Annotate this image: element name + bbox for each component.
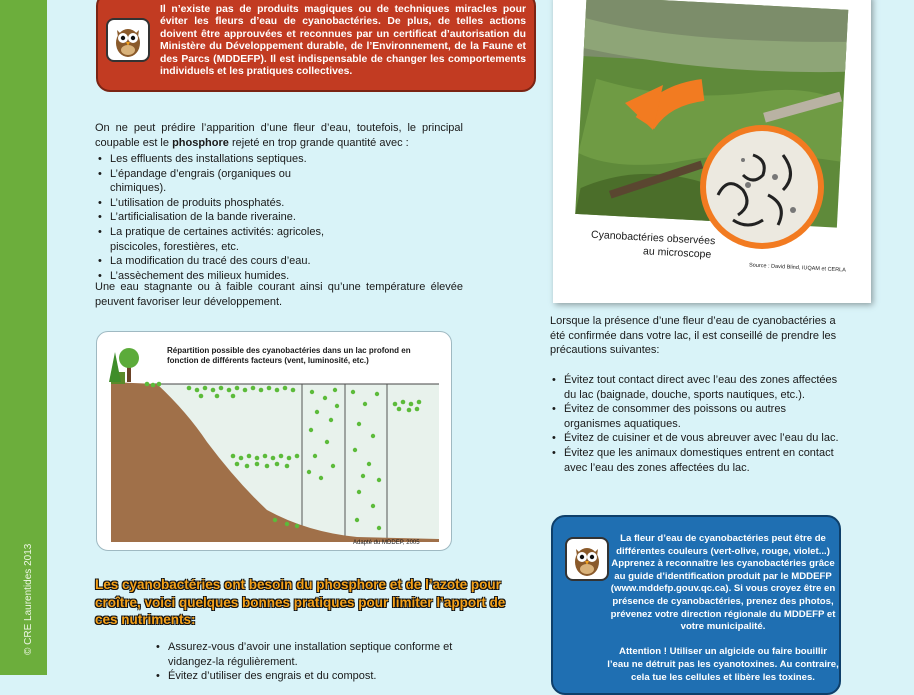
nutrients-heading: Les cyanobactéries ont besoin du phosphore et de l’azote pour croître, voici quelques bonnes pratiques pour limiter l’apport de ces nutriments: xyxy=(95,577,506,627)
warning-text: Il n’existe pas de produits magiques ou de techniques miracles pour éviter les fleurs d’eau de cyanobactéries. De plus, de telles actions doivent être approuvées et reconnues par un certificat d’autorisation du Ministère du Développement durable, de l’Environnement, de la Faune et des Parcs (MDDEFP). Il est indispensable de changer les comportements individuels et les pratiques collectives. xyxy=(160,4,526,78)
phosphore-intro-after: rejeté en trop grande quantité avec : xyxy=(231,136,409,149)
info-warning: Attention ! Utiliser un algicide ou faire bouillir l’eau ne détruit pas les cyanotoxines. Au contraire, cela tue les cellules et libère les toxines. xyxy=(607,646,839,683)
precautions-list xyxy=(550,373,845,475)
list-item: • Évitez tout contact direct avec l’eau des zones affectées du lac (baignade, douche, sports nautiques, etc.). xyxy=(550,373,845,402)
nutrients-list xyxy=(154,640,454,684)
diagram-title: Répartition possible des cyanobactéries dans un lac profond en fonction de différents facteurs (vent, luminosité, etc.) xyxy=(167,346,411,365)
photo-caption-line2: au microscope xyxy=(642,245,712,261)
list-item: • Évitez que les animaux domestiques entrent en contact avec l’eau des zones affectées du lac. xyxy=(550,446,845,475)
warning-box xyxy=(96,0,536,92)
list-item: • L’épandage d’engrais (organiques ou chimiques). xyxy=(96,167,346,196)
info-text xyxy=(607,533,839,684)
sidebar-band xyxy=(0,0,47,675)
list-item: • Évitez de consommer des poissons ou autres organismes aquatiques. xyxy=(550,402,845,431)
diagram-illustration xyxy=(97,332,453,552)
lake-diagram xyxy=(96,331,452,551)
list-item: • L’assèchement des milieux humides. xyxy=(96,269,346,284)
list-item: • Évitez de cuisiner et de vous abreuver avec l’eau du lac. xyxy=(550,431,845,446)
owl-icon xyxy=(106,18,150,62)
phosphore-list xyxy=(96,152,346,283)
info-box xyxy=(551,515,841,695)
list-item: • Assurez-vous d’avoir une installation septique conforme et vidangez-la régulièrement. xyxy=(154,640,454,669)
phosphore-intro-before: On ne peut prédire l’apparition d’une fleur d’eau, toutefois, le principal coupable est le xyxy=(95,122,463,149)
lake-photo-image xyxy=(553,0,871,303)
list-item: • La pratique de certaines activités: agricoles, piscicoles, forestières, etc. xyxy=(96,225,346,254)
list-item: • L’artificialisation de la bande riveraine. xyxy=(96,210,346,225)
diagram-credit: Adapté du MDDEP, 2005 xyxy=(353,540,420,546)
photo-caption-line1: Cyanobactéries observées xyxy=(590,228,716,248)
info-main: La fleur d’eau de cyanobactéries peut être de différentes couleurs (vert-olive, rouge, violet...) Apprenez à reconnaître les cyanobactéries grâce au guide d’identification produit par le MDDEFP (www.mddefp.gouv.qc.ca). Si vous croyez être en présence de cyanobactéries, prenez des photos, prévenez votre direction régionale du MDDEFP et votre municipalité. xyxy=(610,533,836,633)
list-item: • Évitez d’utiliser des engrais et du compost. xyxy=(154,669,454,684)
list-item: • L’utilisation de produits phosphatés. xyxy=(96,196,346,211)
list-item: • Les effluents des installations septiques. xyxy=(96,152,346,167)
copyright: © CRE Laurentides 2013 xyxy=(23,543,34,655)
lake-photo xyxy=(553,0,871,303)
list-item: • La modification du tracé des cours d’eau. xyxy=(96,254,346,269)
phosphore-keyword: phosphore xyxy=(172,136,229,149)
precautions-intro: Lorsque la présence d’une fleur d’eau de cyanobactéries a été confirmée dans votre lac, il est conseillé de prendre les précautions suivantes: xyxy=(550,315,837,356)
phosphore-outro: Une eau stagnante ou à faible courant ainsi qu’une température élevée peuvent favoriser leur développement. xyxy=(95,281,463,308)
photo-source: Source : David Blind, IUQAM et CERLA xyxy=(748,262,846,274)
phosphore-intro xyxy=(95,121,463,150)
owl-icon xyxy=(565,537,609,581)
